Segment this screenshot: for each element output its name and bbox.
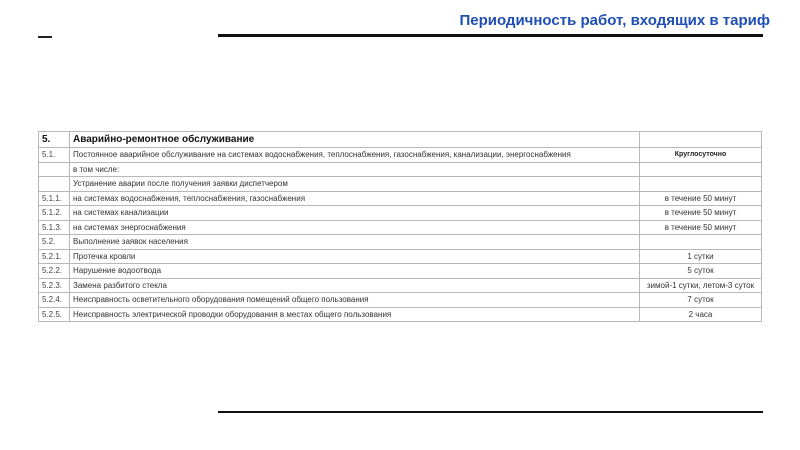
row-value: 1 сутки [640,249,762,264]
table-row [39,235,762,250]
table-row [39,191,762,206]
row-value [640,177,762,192]
row-num [39,177,70,192]
row-text: Замена разбитого стекла [70,278,640,293]
table-row [39,264,762,279]
row-value [640,162,762,177]
row-text: Постоянное аварийное обслуживание на системах водоснабжения, теплоснабжения, газоснабжения, канализации, энергоснабжения [70,148,640,163]
row-value: Круглосуточно [640,148,762,163]
row-text: Нарушение водоотвода [70,264,640,279]
row-num: 5.2.4. [39,293,70,308]
row-num: 5.1. [39,148,70,163]
row-text: Протечка кровли [70,249,640,264]
row-num: 5.1.2. [39,206,70,221]
table-row [39,249,762,264]
header-num: 5. [39,132,70,148]
row-num: 5.2.3. [39,278,70,293]
table-row [39,278,762,293]
row-text: на системах водоснабжения, теплоснабжения, газоснабжения [70,191,640,206]
row-text: Неисправность осветительного оборудования помещений общего пользования [70,293,640,308]
row-num: 5.2.5. [39,307,70,322]
row-value: в течение 50 минут [640,191,762,206]
row-text: на системах энергоснабжения [70,220,640,235]
header-value [640,132,762,148]
row-num [39,162,70,177]
row-text: Выполнение заявок населения [70,235,640,250]
row-value: 7 суток [640,293,762,308]
slide-title: Периодичность работ, входящих в тариф [459,12,770,29]
row-num: 5.2. [39,235,70,250]
table-row [39,177,762,192]
table-row [39,148,762,163]
row-value: в течение 50 минут [640,220,762,235]
table-row [39,293,762,308]
row-value: в течение 50 минут [640,206,762,221]
table-row [39,220,762,235]
row-value [640,235,762,250]
table-row [39,307,762,322]
dash-mark [38,36,52,38]
tariff-table [38,131,762,322]
row-value: зимой-1 сутки, летом-3 суток [640,278,762,293]
row-num: 5.2.2. [39,264,70,279]
table-row [39,206,762,221]
row-num: 5.1.1. [39,191,70,206]
top-rule [218,34,763,37]
row-num: 5.2.1. [39,249,70,264]
row-text: в том числе: [70,162,640,177]
row-num: 5.1.3. [39,220,70,235]
row-value: 2 часа [640,307,762,322]
row-text: на системах канализации [70,206,640,221]
row-text: Устранение аварии после получения заявки диспетчером [70,177,640,192]
table-row [39,162,762,177]
row-text: Неисправность электрической проводки оборудования в местах общего пользования [70,307,640,322]
row-value: 5 суток [640,264,762,279]
header-text: Аварийно-ремонтное обслуживание [70,132,640,148]
table-header-row [39,132,762,148]
bottom-rule [218,411,763,413]
